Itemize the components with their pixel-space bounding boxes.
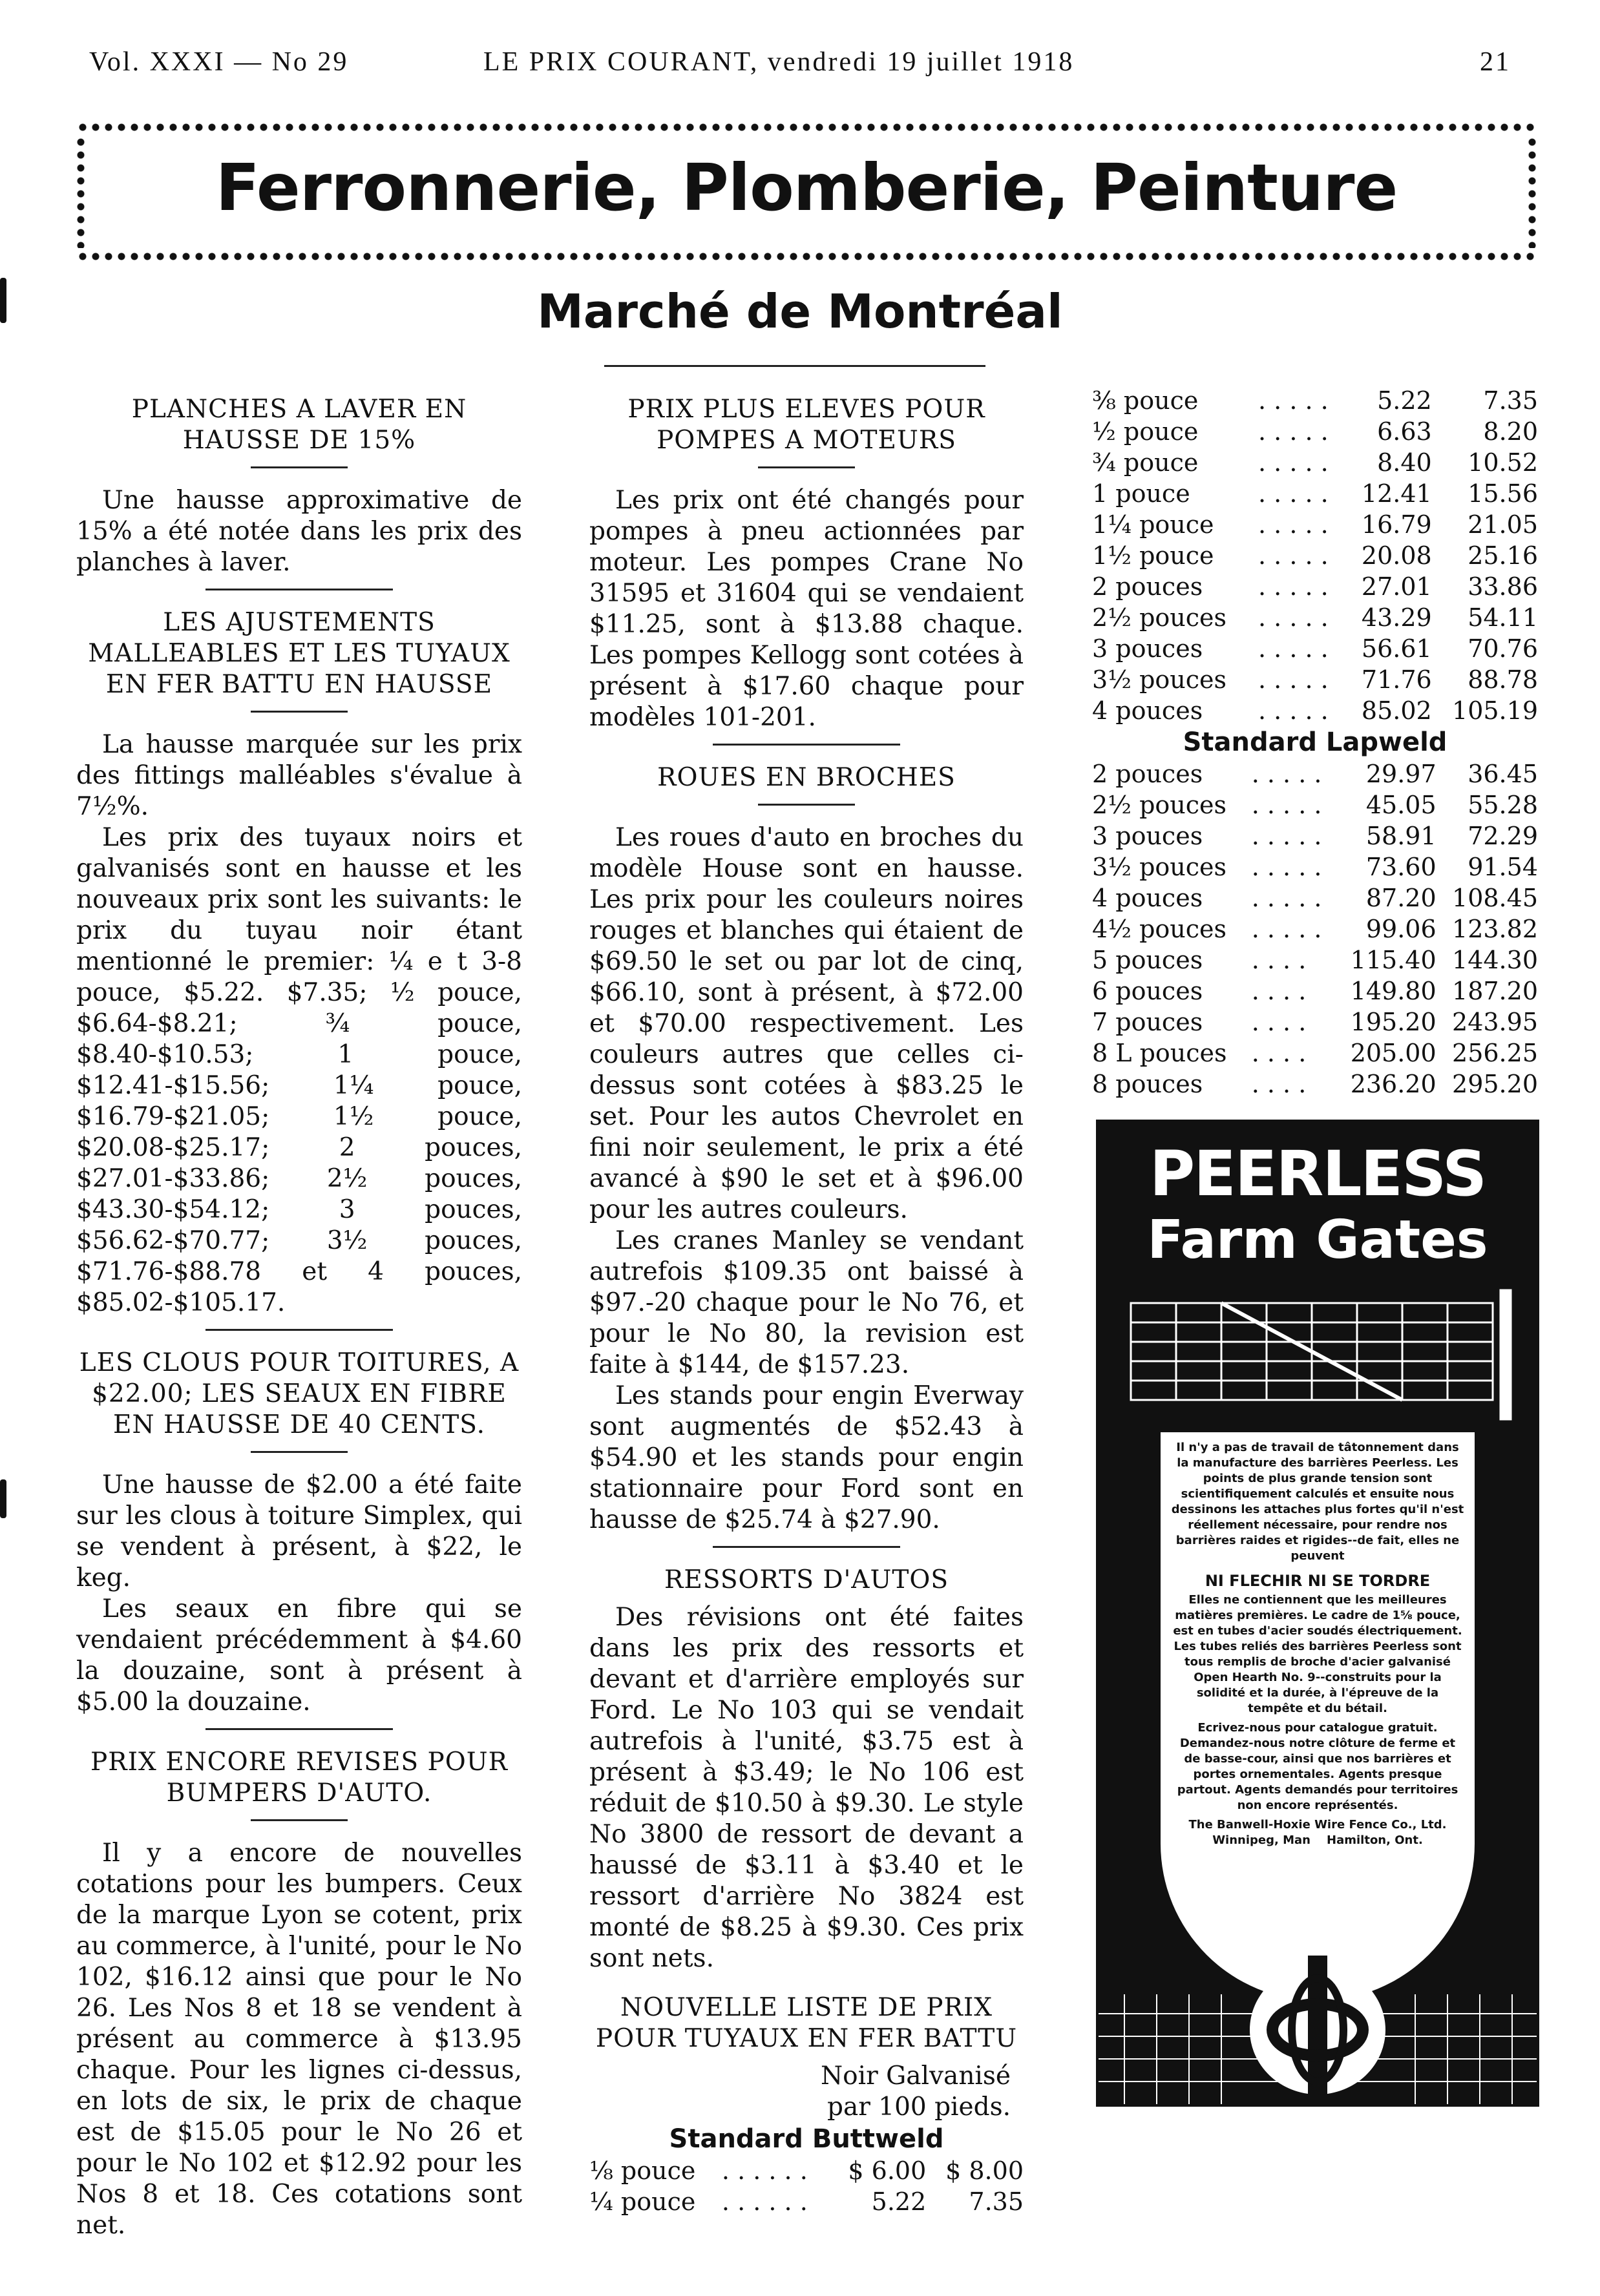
leader-dots: . . . . [1251, 1008, 1307, 1036]
price-black: 85.02 [1361, 696, 1432, 725]
price-black: 195.20 [1350, 1008, 1437, 1036]
leader-dots: . . . . . [1258, 510, 1329, 539]
price-galvanized: 144.30 [1452, 946, 1538, 974]
article-heading: PRIX ENCORE REVISES POUR BUMPERS D'AUTO. [90, 1748, 508, 1808]
table-row [1092, 447, 1538, 478]
pipe-size: 1¼ pouce [1092, 510, 1214, 539]
pipe-size: 4 pouces [1092, 884, 1203, 912]
pipe-size: ⅛ pouce [589, 2156, 696, 2185]
binding-mark [0, 1479, 6, 1518]
divider [758, 804, 855, 806]
price-black: 99.06 [1365, 915, 1437, 943]
table-row [589, 2155, 1024, 2186]
pipe-size: 3½ pouces [1092, 853, 1227, 881]
price-black: 115.40 [1350, 946, 1437, 974]
wire-knot-illustration [1237, 1956, 1398, 2104]
leader-dots: . . . . . [1258, 572, 1329, 601]
price-galvanized: 88.78 [1468, 665, 1538, 694]
leader-dots: . . . . . [1258, 603, 1329, 632]
table-row [1092, 1007, 1538, 1038]
leader-dots: . . . . . [1258, 541, 1329, 570]
pipe-size: 6 pouces [1092, 977, 1203, 1005]
divider [251, 1451, 348, 1453]
ad-copy [1171, 1440, 1464, 1848]
page-number: 21 [1480, 47, 1511, 77]
price-black: 149.80 [1350, 977, 1437, 1005]
table-row [1092, 509, 1538, 540]
table-row [1092, 385, 1538, 416]
ad-body: Elles ne contiennent que les meilleures matières premières. Le cadre de 1⅝ pouce, est en tubes d'acier soudés électriquement. Les tubes reliés des barrières Peerless sont tous remplis de broche d'acier galvanisé Open Hearth No. 9--construits pour la solidité et la durée, à l'épreuve de la tempête et du bétail. [1173, 1593, 1462, 1715]
leader-dots: . . . . . . [721, 2187, 808, 2216]
price-galvanized: 105.19 [1452, 696, 1538, 725]
title-rule [604, 365, 985, 367]
pipe-size: 4½ pouces [1092, 915, 1227, 943]
price-black: 58.91 [1365, 822, 1437, 850]
price-galvanized: 7.35 [1483, 386, 1538, 415]
pipe-size: 2 pouces [1092, 572, 1203, 601]
price-galvanized: 243.95 [1452, 1008, 1538, 1036]
ad-product-name: Farm Gates [1147, 1209, 1488, 1271]
price-black: 73.60 [1365, 853, 1437, 881]
leader-dots: . . . . . [1251, 822, 1322, 850]
volume-number: Vol. XXXI — No 29 [89, 47, 349, 77]
article-heading: RESSORTS D'AUTOS [664, 1565, 949, 1594]
price-black: 45.05 [1365, 791, 1437, 819]
article-paragraph: La hausse marquée sur les prix des fittings malléables s'évalue à 7½%. [76, 730, 522, 821]
price-galvanized: 55.28 [1468, 791, 1538, 819]
leader-dots: . . . . . [1258, 386, 1329, 415]
column-3 [1092, 385, 1538, 1100]
pipe-size: ½ pouce [1092, 417, 1199, 446]
article-heading: PRIX PLUS ELEVES POUR POMPES A MOTEURS [627, 395, 985, 455]
price-black: 6.63 [1377, 417, 1432, 446]
table-title: Standard Lapweld [1183, 727, 1447, 757]
price-black: 12.41 [1361, 479, 1432, 508]
price-black: 56.61 [1361, 634, 1432, 663]
price-galvanized: 54.11 [1468, 603, 1538, 632]
price-galvanized: 7.35 [969, 2187, 1024, 2216]
price-galvanized: 295.20 [1452, 1070, 1538, 1098]
table-row [1092, 1038, 1538, 1069]
divider [713, 744, 900, 746]
table-row [1092, 1069, 1538, 1100]
price-table-buttweld [589, 2155, 1024, 2217]
price-galvanized: 36.45 [1468, 760, 1538, 788]
pipe-size: 2½ pouces [1092, 603, 1227, 632]
price-black: $ 6.00 [848, 2156, 927, 2185]
pipe-size: ⅜ pouce [1092, 386, 1199, 415]
leader-dots: . . . . . [1251, 853, 1322, 881]
price-galvanized: 187.20 [1452, 977, 1538, 1005]
ad-call-to-action: Ecrivez-nous pour catalogue gratuit. Demandez-nous notre clôture de ferme et de basse-cour, ainsi que nos barrières et portes ornementales. Agents presque partout. Agents demandés pour territoires non encore représentés. [1177, 1721, 1458, 1812]
table-row [1092, 820, 1538, 851]
article-heading: NOUVELLE LISTE DE PRIX POUR TUYAUX EN FER BATTU [595, 1993, 1018, 2053]
market-title: Marché de Montréal [537, 284, 1063, 339]
price-galvanized: 8.20 [1483, 417, 1538, 446]
divider [251, 1819, 348, 1821]
article-paragraph: Les cranes Manley se vendant autrefois $109.35 ont baissé à $97.-20 chaque pour le No 76, et pour le No 80, la revision est faite à $144, de $157.23. [589, 1226, 1024, 1379]
pipe-size: 1½ pouce [1092, 541, 1214, 570]
article-heading: LES AJUSTEMENTS MALLEABLES ET LES TUYAUX EN FER BATTU EN HAUSSE [88, 608, 511, 699]
divider [205, 589, 393, 590]
article-paragraph: Les stands pour engin Everway sont augmentés de $52.43 à $54.90 et les stands pour engin stationnaire pour Ford sont en hausse de $25.74 à $27.90. [589, 1381, 1024, 1534]
table-row [1092, 695, 1538, 726]
ad-intro: Il n'y a pas de travail de tâtonnement dans la manufacture des barrières Peerless. Les points de plus grande tension sont scientifiquement calculés et ensuite nous dessinons les attaches plus fortes qu'il n'est réellement nécessaire, pour rendre nos barrières raides et rigides--de fait, elles ne peuvent [1171, 1441, 1464, 1563]
table-row [1092, 664, 1538, 695]
leader-dots: . . . . . [1258, 417, 1329, 446]
banner-border-bottom [76, 252, 1537, 261]
divider [713, 1546, 900, 1548]
article-paragraph: Il y a encore de nouvelles cotations pour les bumpers. Ceux de la marque Lyon se cotent, prix au commerce, à l'unité, pour le No 102, $16.12 ainsi que pour le No 26. Les Nos 8 et 18 se vendent à présent au commerce à $13.95 chaque. Pour les lignes ci-dessus, en lots de six, le prix de chaque est de $15.05 pour le No 26 et pour le No 102 et $12.92 pour les Nos 8 et 18. Ces cotations sont net. [76, 1839, 522, 2240]
table-row [1092, 913, 1538, 944]
table-row [1092, 851, 1538, 882]
banner-border-top [76, 123, 1537, 132]
price-black: 8.40 [1377, 448, 1432, 477]
running-head [89, 47, 1511, 85]
pipe-size: 1 pouce [1092, 479, 1190, 508]
pipe-size: 7 pouces [1092, 1008, 1203, 1036]
price-black: 87.20 [1365, 884, 1437, 912]
leader-dots: . . . . . [1258, 448, 1329, 477]
price-galvanized: 70.76 [1468, 634, 1538, 663]
table-row [589, 2186, 1024, 2217]
leader-dots: . . . . [1251, 977, 1307, 1005]
table-row [1092, 758, 1538, 789]
price-black: 236.20 [1350, 1070, 1437, 1098]
price-galvanized: 15.56 [1468, 479, 1538, 508]
column-1 [76, 394, 522, 2241]
leader-dots: . . . . . [1251, 884, 1322, 912]
table-title: Standard Buttweld [669, 2124, 944, 2154]
pipe-size: 5 pouces [1092, 946, 1203, 974]
price-galvanized: 72.29 [1468, 822, 1538, 850]
divider [251, 466, 348, 468]
price-black: 20.08 [1361, 541, 1432, 570]
publication-date: LE PRIX COURANT, vendredi 19 juillet 1918 [483, 47, 1075, 77]
peerless-advertisement [1096, 1120, 1539, 2107]
table-row [1092, 416, 1538, 447]
table-row [1092, 602, 1538, 633]
price-unit: par 100 pieds. [827, 2092, 1011, 2122]
table-row [1092, 976, 1538, 1007]
leader-dots: . . . . . [1258, 696, 1329, 725]
pipe-size: 8 L pouces [1092, 1039, 1227, 1067]
price-black: 5.22 [871, 2187, 927, 2216]
ad-brand-name: PEERLESS [1149, 1138, 1486, 1210]
article-heading: PLANCHES A LAVER EN HAUSSE DE 15% [131, 395, 467, 455]
pipe-size: 3 pouces [1092, 822, 1203, 850]
table-row [1092, 882, 1538, 913]
article-heading: LES CLOUS POUR TOITURES, A $22.00; LES SEAUX EN FIBRE EN HAUSSE DE 40 CENTS. [79, 1348, 520, 1439]
divider [205, 1728, 393, 1730]
table-row [1092, 478, 1538, 509]
price-black: 16.79 [1361, 510, 1432, 539]
table-row [1092, 540, 1538, 571]
leader-dots: . . . . . [1251, 791, 1322, 819]
leader-dots: . . . . [1251, 1070, 1307, 1098]
leader-dots: . . . . . . [721, 2156, 808, 2185]
price-galvanized: 25.16 [1468, 541, 1538, 570]
article-paragraph: Une hausse de $2.00 a été faite sur les clous à toiture Simplex, qui se vendent à présent, à $22, le keg. [76, 1470, 522, 1592]
price-galvanized: 123.82 [1452, 915, 1538, 943]
price-black: 71.76 [1361, 665, 1432, 694]
divider [758, 466, 855, 468]
article-paragraph: Les prix ont été changés pour pompes à pneu actionnées par moteur. Les pompes Crane No 31595 et 31604 qui se vendaient $11.25, sont à $13.88 chaque. Les pompes Kellogg sont cotées à présent à $17.60 chaque pour modèles 101-201. [589, 486, 1024, 732]
leader-dots: . . . . [1251, 1039, 1307, 1067]
column-2 [589, 394, 1024, 2217]
price-galvanized: 91.54 [1468, 853, 1538, 881]
price-table-lapweld [1092, 758, 1538, 1100]
article-paragraph: Des révisions ont été faites dans les prix des ressorts et devant et d'arrière employés sur Ford. Le No 103 qui se vendait autrefois à l'unité, $3.75 est à présent à $3.49; le No 106 est réduit de $10.50 à $9.30. Le style No 3800 de ressort de devant a haussé de $3.11 à $3.40 et le ressort d'arrière No 3824 est monté de $8.25 à $9.30. Ces prix sont nets. [589, 1603, 1024, 1973]
price-column-headers: Noir Galvanisé [821, 2061, 1011, 2091]
price-black: 43.29 [1361, 603, 1432, 632]
price-black: 205.00 [1350, 1039, 1437, 1067]
price-black: 27.01 [1361, 572, 1432, 601]
farm-gate-illustration [1118, 1284, 1517, 1426]
table-row [1092, 789, 1538, 820]
pipe-size: ¾ pouce [1092, 448, 1199, 477]
leader-dots: . . . . . [1251, 915, 1322, 943]
pipe-size: 2½ pouces [1092, 791, 1227, 819]
article-paragraph: Les prix des tuyaux noirs et galvanisés sont en hausse et les nouveaux prix sont les suivants: le prix du tuyau noir étant mentionné le premier: ¼ e t 3-8 pouce, $5.22. $7.35; ½ pouce, $6.64-$8.21; ¾ pouce, $8.40-$10.53; 1 pouce, $12.41-$15.56; 1¼ pouce, $16.79-$21.05; 1½ pouce, $20.08-$25.17; 2 pouces, $27.01-$33.86; 2½ pouces, $43.30-$54.12; 3 pouces, $56.62-$70.77; 3½ pouces, $71.76-$88.78 et 4 pouces, $85.02-$105.17. [76, 823, 522, 1317]
leader-dots: . . . . [1251, 946, 1307, 974]
leader-dots: . . . . . [1258, 665, 1329, 694]
table-row [1092, 633, 1538, 664]
article-heading: ROUES EN BROCHES [657, 763, 956, 792]
article-paragraph: Les roues d'auto en broches du modèle House sont en hausse. Les prix pour les couleurs noires rouges et blanches qui étaient de $69.50 le set ou par lot de cinq, $66.10, sont à présent, à $72.00 et $70.00 respectivement. Les couleurs autres que celles ci-dessus sont cotées à $83.25 le set. Pour les autos Chevrolet en fini noir seulement, le prix a été avancé à $90 le set et à $96.00 pour les autres couleurs. [589, 823, 1024, 1224]
section-banner [76, 123, 1537, 261]
leader-dots: . . . . . [1258, 634, 1329, 663]
article-paragraph: Une hausse approximative de 15% a été notée dans les prix des planches à laver. [76, 486, 522, 577]
leader-dots: . . . . . [1258, 479, 1329, 508]
pipe-size: 2 pouces [1092, 760, 1203, 788]
price-galvanized: 10.52 [1468, 448, 1538, 477]
price-black: 5.22 [1377, 386, 1432, 415]
divider [251, 711, 348, 713]
section-title: Ferronnerie, Plomberie, Peinture [215, 150, 1398, 225]
price-galvanized: 256.25 [1452, 1039, 1538, 1067]
price-galvanized: 108.45 [1452, 884, 1538, 912]
table-row [1092, 571, 1538, 602]
price-galvanized: 21.05 [1468, 510, 1538, 539]
price-galvanized: 33.86 [1468, 572, 1538, 601]
pipe-size: 3½ pouces [1092, 665, 1227, 694]
pipe-size: ¼ pouce [589, 2187, 696, 2216]
ad-company: The Banwell-Hoxie Wire Fence Co., Ltd. [1188, 1818, 1447, 1832]
article-paragraph: Les seaux en fibre qui se vendaient précédemment à $4.60 la douzaine, sont à présent à $5.00 la douzaine. [76, 1594, 522, 1717]
pipe-size: 8 pouces [1092, 1070, 1203, 1098]
price-black: 29.97 [1365, 760, 1437, 788]
price-table-buttweld-cont [1092, 385, 1538, 726]
divider [205, 1329, 393, 1331]
pipe-size: 4 pouces [1092, 696, 1203, 725]
table-row [1092, 944, 1538, 976]
pipe-size: 3 pouces [1092, 634, 1203, 663]
leader-dots: . . . . . [1251, 760, 1322, 788]
ad-heading: NI FLECHIR NI SE TORDRE [1205, 1572, 1431, 1590]
price-galvanized: $ 8.00 [945, 2156, 1024, 2185]
ad-cities: Winnipeg, Man Hamilton, Ont. [1212, 1833, 1423, 1847]
